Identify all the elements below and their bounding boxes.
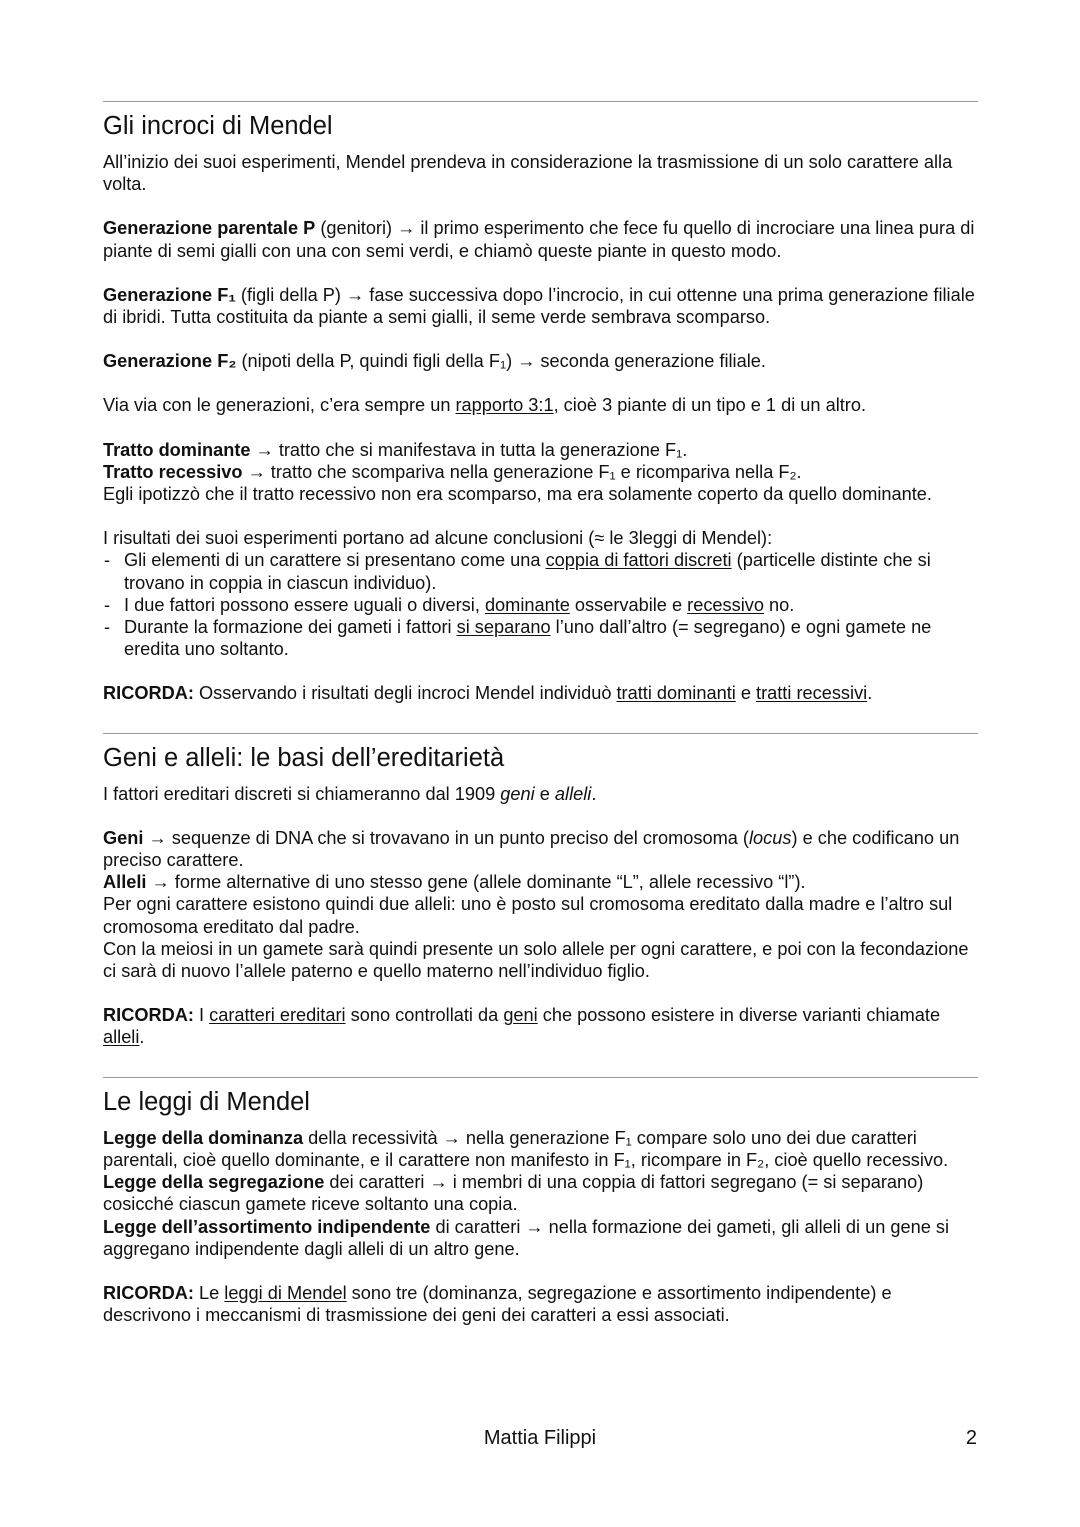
underlined-term: rapporto 3:1	[455, 395, 554, 416]
term: Legge dell’assortimento indipendente	[103, 1216, 431, 1237]
term: Generazione parentale P	[103, 218, 316, 239]
term: Legge della segregazione	[103, 1172, 325, 1193]
section-title: Geni e alleli: le basi dell’ereditarietà	[103, 743, 505, 772]
paragraph: All’inizio dei suoi esperimenti, Mendel prendeva in considerazione la trasmissione di un solo carattere alla volta.	[103, 152, 953, 195]
paragraph-ratio: Via via con le generazioni, c’era sempre un rapporto 3:1, cioè 3 piante di un tipo e 1 di un altro.	[103, 395, 867, 416]
law-independent-assortment: Legge dell’assortimento indipendente di caratteri → nella formazione dei gameti, gli alleli di un gene si aggregano indipendente dagli alleli di un altro gene.	[103, 1216, 950, 1259]
author-name: Mattia Filippi	[483, 1427, 597, 1449]
document-page	[103, 101, 978, 1326]
list-item: - Durante la formazione dei gameti i fattori si separano l’uno dall’altro (= segregano) e ogni gamete ne eredita uno soltanto.	[103, 616, 978, 660]
remember-note: RICORDA: Osservando i risultati degli incroci Mendel individuò tratti dominanti e tratti recessivi.	[103, 683, 873, 704]
remember-note: RICORDA: Le leggi di Mendel sono tre (dominanza, segregazione e assortimento indipendente) e descrivono i meccanismi di trasmissione dei geni dei caratteri a essi associati.	[103, 1282, 892, 1326]
law-segregation: Legge della segregazione dei caratteri → i membri di una coppia di fattori segregano (= si separano) cosicché ciascun gamete riceve soltanto una copia.	[103, 1172, 924, 1215]
section-divider	[103, 733, 978, 734]
list-item: - Gli elementi di un carattere si presentano come una coppia di fattori discreti (particelle distinte che si trovano in coppia in ciascun individuo).	[103, 549, 978, 593]
list-item: - I due fattori possono essere uguali o diversi, dominante osservabile e recessivo no.	[103, 594, 978, 616]
definition-alleles: Alleli → forme alternative di uno stesso gene (allele dominante “L”, allele recessivo “l”).	[103, 872, 806, 893]
term: Alleli	[103, 872, 147, 893]
term: Generazione F₁	[103, 284, 236, 305]
definition-genes: Geni → sequenze di DNA che si trovavano in un punto preciso del cromosoma (locus) e che codificano un preciso carattere.	[103, 827, 960, 871]
conclusions-list	[103, 549, 978, 660]
section-divider	[103, 101, 978, 102]
section-title: Gli incroci di Mendel	[103, 112, 333, 140]
section-title: Le leggi di Mendel	[103, 1087, 310, 1116]
remember-label: RICORDA:	[103, 1005, 194, 1026]
paragraph: I fattori ereditari discreti si chiameranno dal 1909 geni e alleli.	[103, 783, 597, 804]
term: Generazione F₂	[103, 351, 237, 372]
paragraph: I risultati dei suoi esperimenti portano ad alcune conclusioni (≈ le 3leggi di Mendel):	[103, 528, 773, 549]
paragraph: Per ogni carattere esistono quindi due alleli: uno è posto sul cromosoma ereditato dalla madre e l’altro sul cromosoma ereditato dal padre.	[103, 894, 953, 937]
page-number: 2	[965, 1427, 977, 1449]
definition-recessive-trait: Tratto recessivo → tratto che scompariva nella generazione F₁ e ricompariva nella F₂.	[103, 461, 802, 482]
remember-note: RICORDA: I caratteri ereditari sono controllati da geni che possono esistere in diverse varianti chiamate alleli.	[103, 1005, 941, 1048]
definition-f2-generation: Generazione F₂ (nipoti della P, quindi figli della F₁) → seconda generazione filiale.	[103, 351, 766, 372]
remember-label: RICORDA:	[103, 1282, 194, 1303]
term: Tratto dominante	[103, 439, 251, 460]
paragraph: Con la meiosi in un gamete sarà quindi presente un solo allele per ogni carattere, e poi con la fecondazione ci sarà di nuovo l’allele paterno e quello materno nell’individuo figlio.	[103, 938, 969, 982]
remember-label: RICORDA:	[103, 683, 194, 704]
section-divider	[103, 1077, 978, 1078]
paragraph: Egli ipotizzò che il tratto recessivo non era scomparso, ma era solamente coperto da quello dominante.	[103, 484, 932, 505]
term: Tratto recessivo	[103, 461, 243, 482]
definition-dominant-trait: Tratto dominante → tratto che si manifestava in tutta la generazione F₁.	[103, 439, 688, 460]
term: Geni	[103, 827, 144, 848]
definition-parental-generation: Generazione parentale P (genitori) → il primo esperimento che fece fu quello di incrociare una linea pura di piante di semi gialli con una con semi verdi, e chiamò queste piante in questo modo.	[103, 218, 975, 261]
definition-f1-generation: Generazione F₁ (figli della P) → fase successiva dopo l’incrocio, in cui ottenne una prima generazione filiale di ibridi. Tutta costituita da piante a semi gialli, il seme verde sembrava scomparso.	[103, 284, 975, 328]
term: Legge della dominanza	[103, 1127, 304, 1148]
law-dominance: Legge della dominanza della recessività → nella generazione F₁ compare solo uno dei due caratteri parentali, cioè quello dominante, e il carattere non manifesto in F₁, ricompare in F₂, cioè quello recessivo.	[103, 1127, 949, 1170]
